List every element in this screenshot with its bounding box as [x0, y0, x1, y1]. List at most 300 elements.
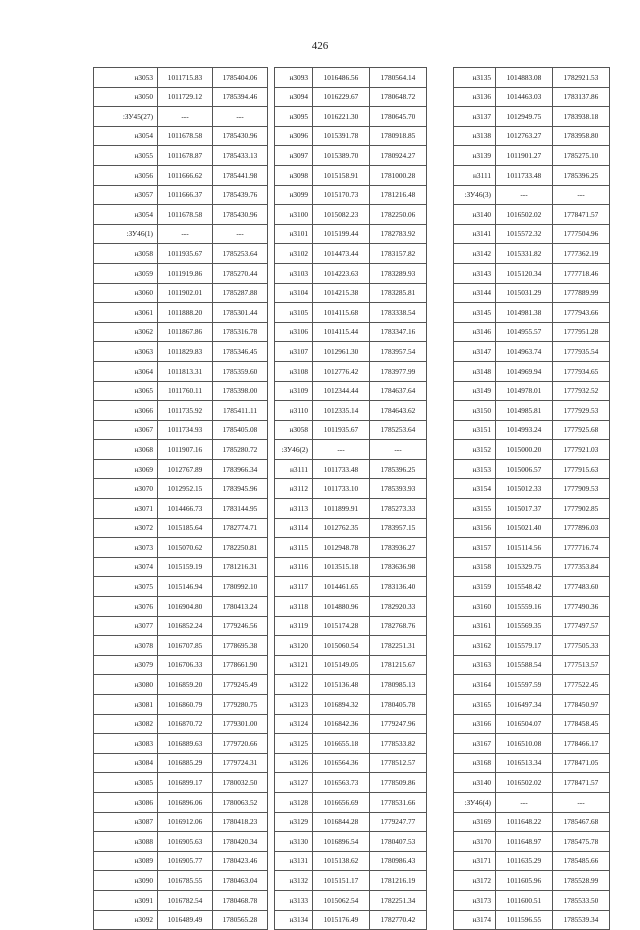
point-id: н3139	[454, 146, 496, 166]
y-coordinate: 1785270.44	[213, 263, 268, 283]
table-row	[275, 499, 427, 519]
point-id: н3133	[275, 890, 313, 910]
table-row	[454, 479, 610, 499]
y-coordinate: 1783289.93	[370, 263, 427, 283]
table-row	[275, 440, 427, 460]
y-coordinate: 1777497.57	[553, 616, 610, 636]
y-coordinate: 1780032.50	[213, 773, 268, 793]
point-id: н3079	[94, 655, 158, 675]
y-coordinate: 1783144.95	[213, 499, 268, 519]
point-id: н3125	[275, 734, 313, 754]
point-id: н3067	[94, 420, 158, 440]
x-coordinate: 1015158.91	[313, 165, 370, 185]
y-coordinate: 1777915.63	[553, 459, 610, 479]
y-coordinate: 1778661.90	[213, 655, 268, 675]
point-id: н3083	[94, 734, 158, 754]
table-row	[454, 459, 610, 479]
x-coordinate: 1012949.75	[496, 107, 553, 127]
point-id: н3120	[275, 636, 313, 656]
table-row	[275, 851, 427, 871]
point-id: н3132	[275, 871, 313, 891]
x-coordinate: 1011867.86	[158, 322, 213, 342]
table-row	[94, 165, 268, 185]
x-coordinate: ---	[158, 107, 213, 127]
x-coordinate: 1011734.93	[158, 420, 213, 440]
point-id: н3165	[454, 695, 496, 715]
point-id: н3171	[454, 851, 496, 871]
x-coordinate: 1011596.55	[496, 910, 553, 930]
point-id: н3114	[275, 518, 313, 538]
x-coordinate: 1014223.63	[313, 263, 370, 283]
x-coordinate: 1015031.29	[496, 283, 553, 303]
point-id: н3071	[94, 499, 158, 519]
y-coordinate: 1785316.78	[213, 322, 268, 342]
x-coordinate: 1015138.62	[313, 851, 370, 871]
y-coordinate: 1785404.06	[213, 68, 268, 88]
x-coordinate: 1014985.81	[496, 401, 553, 421]
x-coordinate: 1014115.44	[313, 322, 370, 342]
point-id: н3058	[275, 420, 313, 440]
y-coordinate: 1782770.42	[370, 910, 427, 930]
point-id: н3102	[275, 244, 313, 264]
x-coordinate: 1011813.31	[158, 361, 213, 381]
point-id: н3151	[454, 420, 496, 440]
table-row	[454, 871, 610, 891]
point-id: н3140	[454, 205, 496, 225]
x-coordinate: 1015176.49	[313, 910, 370, 930]
table-row	[275, 518, 427, 538]
x-coordinate: 1015588.54	[496, 655, 553, 675]
table-row	[275, 342, 427, 362]
point-id: н3169	[454, 812, 496, 832]
table-row	[94, 655, 268, 675]
y-coordinate: 1779301.00	[213, 714, 268, 734]
point-id: н3144	[454, 283, 496, 303]
x-coordinate: ---	[313, 440, 370, 460]
x-coordinate: 1011678.58	[158, 126, 213, 146]
y-coordinate: 1777889.99	[553, 283, 610, 303]
x-coordinate: 1016564.36	[313, 753, 370, 773]
table-row	[94, 146, 268, 166]
y-coordinate: 1777505.33	[553, 636, 610, 656]
point-id: н3097	[275, 146, 313, 166]
y-coordinate: 1785253.64	[370, 420, 427, 440]
y-coordinate: 1780564.14	[370, 68, 427, 88]
point-id: н3147	[454, 342, 496, 362]
point-id: н3105	[275, 303, 313, 323]
point-id: н3095	[275, 107, 313, 127]
page-number: 426	[311, 40, 329, 52]
table-row	[454, 401, 610, 421]
point-id: н3115	[275, 538, 313, 558]
x-coordinate: 1014466.73	[158, 499, 213, 519]
table-row	[275, 165, 427, 185]
table-row	[454, 499, 610, 519]
y-coordinate: 1780423.46	[213, 851, 268, 871]
x-coordinate: 1011733.10	[313, 479, 370, 499]
x-coordinate: 1015548.42	[496, 577, 553, 597]
y-coordinate: 1778509.86	[370, 773, 427, 793]
x-coordinate: 1015136.48	[313, 675, 370, 695]
point-id: н3054	[94, 126, 158, 146]
y-coordinate: 1780407.53	[370, 832, 427, 852]
table-row	[94, 224, 268, 244]
x-coordinate: 1016885.29	[158, 753, 213, 773]
point-id: н3130	[275, 832, 313, 852]
table-row	[454, 910, 610, 930]
y-coordinate: 1785396.25	[553, 165, 610, 185]
table-row	[275, 224, 427, 244]
point-id: н3152	[454, 440, 496, 460]
y-coordinate: 1785405.08	[213, 420, 268, 440]
y-coordinate: 1780405.78	[370, 695, 427, 715]
x-coordinate: 1016859.20	[158, 675, 213, 695]
y-coordinate: 1777362.19	[553, 244, 610, 264]
y-coordinate: 1783958.80	[553, 126, 610, 146]
point-id: н3168	[454, 753, 496, 773]
point-id: н3149	[454, 381, 496, 401]
point-id: н3143	[454, 263, 496, 283]
x-coordinate: 1016905.77	[158, 851, 213, 871]
y-coordinate: 1785441.98	[213, 165, 268, 185]
point-id: н3116	[275, 557, 313, 577]
point-id: н3058	[94, 244, 158, 264]
x-coordinate: 1015146.94	[158, 577, 213, 597]
y-coordinate: 1778466.17	[553, 734, 610, 754]
point-id: н3117	[275, 577, 313, 597]
table-row	[94, 68, 268, 88]
x-coordinate: ---	[158, 224, 213, 244]
y-coordinate: 1777943.66	[553, 303, 610, 323]
y-coordinate: 1782921.53	[553, 68, 610, 88]
x-coordinate: 1011888.20	[158, 303, 213, 323]
x-coordinate: 1012335.14	[313, 401, 370, 421]
point-id: н3065	[94, 381, 158, 401]
x-coordinate: 1016905.63	[158, 832, 213, 852]
table-row	[94, 499, 268, 519]
y-coordinate: 1780468.78	[213, 890, 268, 910]
table-row	[94, 440, 268, 460]
point-id: н3127	[275, 773, 313, 793]
table-row	[275, 557, 427, 577]
y-coordinate: 1777921.03	[553, 440, 610, 460]
x-coordinate: 1014955.57	[496, 322, 553, 342]
x-coordinate: 1016513.34	[496, 753, 553, 773]
x-coordinate: 1016852.24	[158, 616, 213, 636]
y-coordinate: 1785539.34	[553, 910, 610, 930]
point-id: :ЗУ45(27)	[94, 107, 158, 127]
y-coordinate: 1785430.96	[213, 126, 268, 146]
y-coordinate: 1780418.23	[213, 812, 268, 832]
y-coordinate: 1780986.43	[370, 851, 427, 871]
point-id: н3062	[94, 322, 158, 342]
x-coordinate: 1015000.20	[496, 440, 553, 460]
x-coordinate: 1015062.54	[313, 890, 370, 910]
coordinates-table-middle	[274, 67, 427, 930]
table-row	[94, 812, 268, 832]
table-row	[275, 753, 427, 773]
y-coordinate: 1785273.33	[370, 499, 427, 519]
table-row	[94, 420, 268, 440]
table-row	[275, 890, 427, 910]
point-id: н3099	[275, 185, 313, 205]
table-row	[94, 244, 268, 264]
point-id: н3145	[454, 303, 496, 323]
table-row	[454, 734, 610, 754]
x-coordinate: 1016655.18	[313, 734, 370, 754]
table-row	[454, 361, 610, 381]
point-id: н3104	[275, 283, 313, 303]
y-coordinate: 1777934.65	[553, 361, 610, 381]
y-coordinate: 1785275.10	[553, 146, 610, 166]
point-id: н3087	[94, 812, 158, 832]
x-coordinate: 1012344.44	[313, 381, 370, 401]
table-row	[454, 773, 610, 793]
point-id: н3080	[94, 675, 158, 695]
x-coordinate: 1012952.15	[158, 479, 213, 499]
table-row	[275, 126, 427, 146]
point-id: н3156	[454, 518, 496, 538]
y-coordinate: 1783945.96	[213, 479, 268, 499]
point-id: н3078	[94, 636, 158, 656]
y-coordinate: 1778471.57	[553, 205, 610, 225]
point-id: н3110	[275, 401, 313, 421]
x-coordinate: 1011648.22	[496, 812, 553, 832]
point-id: н3124	[275, 714, 313, 734]
table-row	[454, 342, 610, 362]
x-coordinate: 1016785.55	[158, 871, 213, 891]
x-coordinate: 1016870.72	[158, 714, 213, 734]
point-id: н3107	[275, 342, 313, 362]
x-coordinate: 1016912.06	[158, 812, 213, 832]
y-coordinate: 1785280.72	[213, 440, 268, 460]
point-id: н3091	[94, 890, 158, 910]
point-id: н3100	[275, 205, 313, 225]
y-coordinate: 1777522.45	[553, 675, 610, 695]
point-id: н3161	[454, 616, 496, 636]
y-coordinate: 1785287.88	[213, 283, 268, 303]
table-row	[454, 557, 610, 577]
x-coordinate: 1016502.02	[496, 773, 553, 793]
point-id: н3142	[454, 244, 496, 264]
x-coordinate: 1015012.33	[496, 479, 553, 499]
table-row	[275, 812, 427, 832]
table-row	[94, 597, 268, 617]
point-id: н3061	[94, 303, 158, 323]
y-coordinate: 1783938.18	[553, 107, 610, 127]
y-coordinate: 1777935.54	[553, 342, 610, 362]
y-coordinate: 1785433.13	[213, 146, 268, 166]
table-row	[94, 636, 268, 656]
y-coordinate: 1783636.98	[370, 557, 427, 577]
table-row	[454, 538, 610, 558]
x-coordinate: 1011907.16	[158, 440, 213, 460]
table-row	[275, 910, 427, 930]
point-id: н3111	[454, 165, 496, 185]
table-row	[94, 361, 268, 381]
y-coordinate: 1777932.52	[553, 381, 610, 401]
table-row	[454, 322, 610, 342]
y-coordinate: 1777353.84	[553, 557, 610, 577]
table-row	[454, 126, 610, 146]
point-id: н3081	[94, 695, 158, 715]
table-row	[454, 832, 610, 852]
table-row	[94, 695, 268, 715]
x-coordinate: 1014963.74	[496, 342, 553, 362]
point-id: н3085	[94, 773, 158, 793]
x-coordinate: 1011733.48	[496, 165, 553, 185]
point-id: н3098	[275, 165, 313, 185]
point-id: н3101	[275, 224, 313, 244]
table-row	[275, 538, 427, 558]
y-coordinate: 1785467.68	[553, 812, 610, 832]
table-row	[94, 205, 268, 225]
table-row	[275, 597, 427, 617]
x-coordinate: 1016489.49	[158, 910, 213, 930]
table-row	[275, 381, 427, 401]
y-coordinate: 1782920.33	[370, 597, 427, 617]
point-id: н3064	[94, 361, 158, 381]
x-coordinate: 1016563.73	[313, 773, 370, 793]
y-coordinate: 1780992.10	[213, 577, 268, 597]
x-coordinate: 1016889.63	[158, 734, 213, 754]
table-row	[94, 87, 268, 107]
x-coordinate: ---	[496, 185, 553, 205]
table-row	[275, 420, 427, 440]
y-coordinate: 1782250.81	[213, 538, 268, 558]
x-coordinate: 1016904.80	[158, 597, 213, 617]
x-coordinate: 1016497.34	[496, 695, 553, 715]
x-coordinate: 1011902.01	[158, 283, 213, 303]
y-coordinate: 1785394.46	[213, 87, 268, 107]
y-coordinate: 1777513.57	[553, 655, 610, 675]
point-id: н3123	[275, 695, 313, 715]
point-id: н3128	[275, 792, 313, 812]
table-row	[275, 303, 427, 323]
y-coordinate: 1785485.66	[553, 851, 610, 871]
table-row	[454, 165, 610, 185]
y-coordinate: 1779720.66	[213, 734, 268, 754]
x-coordinate: 1011901.27	[496, 146, 553, 166]
y-coordinate: 1783157.82	[370, 244, 427, 264]
y-coordinate: 1783137.86	[553, 87, 610, 107]
point-id: н3163	[454, 655, 496, 675]
table-row	[454, 263, 610, 283]
table-row	[275, 714, 427, 734]
table-row	[275, 577, 427, 597]
point-id: н3053	[94, 68, 158, 88]
y-coordinate: 1778531.66	[370, 792, 427, 812]
point-id: н3126	[275, 753, 313, 773]
x-coordinate: 1016896.06	[158, 792, 213, 812]
table-row	[94, 381, 268, 401]
y-coordinate: 1785430.96	[213, 205, 268, 225]
y-coordinate: ---	[553, 792, 610, 812]
x-coordinate: 1015114.56	[496, 538, 553, 558]
x-coordinate: 1016894.32	[313, 695, 370, 715]
coordinates-table-right	[453, 67, 610, 930]
table-row	[454, 185, 610, 205]
point-id: н3112	[275, 479, 313, 499]
x-coordinate: 1016504.07	[496, 714, 553, 734]
table-row	[454, 87, 610, 107]
point-id: н3086	[94, 792, 158, 812]
y-coordinate: 1781216.48	[370, 185, 427, 205]
x-coordinate: 1016229.67	[313, 87, 370, 107]
y-coordinate: 1782783.92	[370, 224, 427, 244]
table-row	[454, 812, 610, 832]
x-coordinate: 1016844.28	[313, 812, 370, 832]
x-coordinate: 1015021.40	[496, 518, 553, 538]
x-coordinate: 1015006.57	[496, 459, 553, 479]
y-coordinate: 1781215.67	[370, 655, 427, 675]
table-row	[275, 263, 427, 283]
table-row	[454, 381, 610, 401]
point-id: н3066	[94, 401, 158, 421]
y-coordinate: 1777902.85	[553, 499, 610, 519]
point-id: н3050	[94, 87, 158, 107]
x-coordinate: 1014461.65	[313, 577, 370, 597]
y-coordinate: 1782768.76	[370, 616, 427, 636]
table-row	[94, 675, 268, 695]
x-coordinate: 1015170.73	[313, 185, 370, 205]
point-id: н3174	[454, 910, 496, 930]
x-coordinate: 1015389.70	[313, 146, 370, 166]
x-coordinate: 1015391.78	[313, 126, 370, 146]
table-row	[454, 851, 610, 871]
point-id: н3173	[454, 890, 496, 910]
point-id: н3070	[94, 479, 158, 499]
y-coordinate: 1782250.06	[370, 205, 427, 225]
point-id: н3077	[94, 616, 158, 636]
x-coordinate: 1011648.97	[496, 832, 553, 852]
table-row	[454, 68, 610, 88]
point-id: н3054	[94, 205, 158, 225]
table-row	[94, 832, 268, 852]
x-coordinate: 1016860.79	[158, 695, 213, 715]
table-row	[275, 655, 427, 675]
table-row	[94, 263, 268, 283]
y-coordinate: 1782251.34	[370, 890, 427, 910]
point-id: :ЗУ46(4)	[454, 792, 496, 812]
point-id: н3118	[275, 597, 313, 617]
x-coordinate: 1015070.62	[158, 538, 213, 558]
x-coordinate: 1015151.17	[313, 871, 370, 891]
x-coordinate: 1016486.56	[313, 68, 370, 88]
y-coordinate: 1777490.36	[553, 597, 610, 617]
x-coordinate: 1011605.96	[496, 871, 553, 891]
point-id: н3060	[94, 283, 158, 303]
y-coordinate: 1780645.70	[370, 107, 427, 127]
y-coordinate: 1780924.27	[370, 146, 427, 166]
y-coordinate: 1783936.27	[370, 538, 427, 558]
table-row	[275, 479, 427, 499]
x-coordinate: 1015331.82	[496, 244, 553, 264]
table-row	[454, 714, 610, 734]
x-coordinate: 1016510.08	[496, 734, 553, 754]
y-coordinate: 1780420.34	[213, 832, 268, 852]
table-row	[94, 401, 268, 421]
y-coordinate: 1778695.38	[213, 636, 268, 656]
table-row	[454, 753, 610, 773]
y-coordinate: ---	[213, 107, 268, 127]
table-row	[94, 283, 268, 303]
y-coordinate: 1785396.25	[370, 459, 427, 479]
point-id: :ЗУ46(1)	[94, 224, 158, 244]
x-coordinate: 1016842.36	[313, 714, 370, 734]
table-row	[94, 792, 268, 812]
y-coordinate: 1780565.28	[213, 910, 268, 930]
